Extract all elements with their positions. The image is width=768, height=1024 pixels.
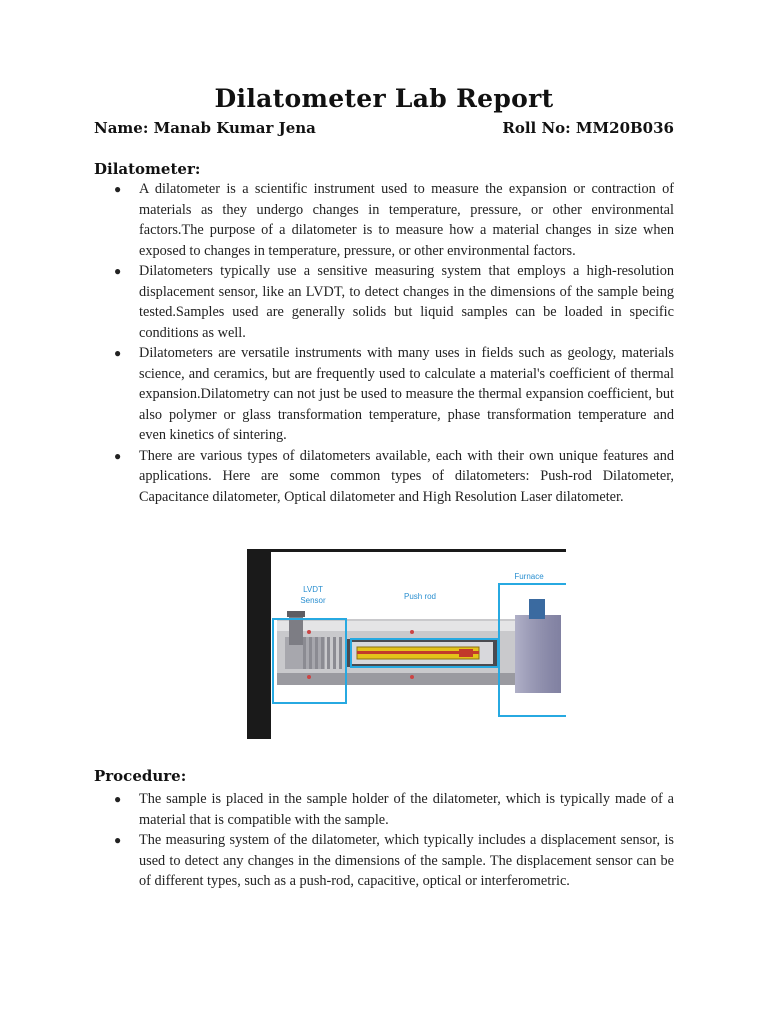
bullet-icon: ●: [114, 346, 122, 360]
bullet-icon: ●: [114, 182, 122, 196]
bullet-icon: ●: [114, 448, 122, 463]
list-item: ● Dilatometers typically use a sensitive measuring system that employs a high-resolution displacement sensor, like an LVDT, to detect changes in the dimensions of the sample being tested.Samples used are generally solids but liquid samples can be loaded in specific conditions as well.: [114, 263, 674, 341]
page-title: Dilatometer Lab Report: [214, 84, 554, 113]
procedure-bullet-list: [94, 789, 674, 892]
list-item: ● A dilatometer is a scientific instrument used to measure the expansion or contraction of materials as they undergo changes in temperature, pressure, or other environmental factors.The purpose of a dilatometer is to measure how a material changes in size when exposed to changes in temperature, pressure, or other environmental factors.: [114, 181, 674, 259]
bullet-icon: ●: [114, 833, 122, 847]
sensor-label: Sensor: [300, 596, 326, 605]
furnace-cap: [529, 599, 545, 619]
list-item: ● The sample is placed in the sample holder of the dilatometer, which is typically made of a material that is compatible with the sample.: [114, 791, 674, 828]
section-heading-procedure: Procedure:: [94, 767, 187, 785]
list-item: ● Dilatometers are versatile instruments with many uses in fields such as geology, materials science, and ceramics, but are frequently used to calculate a material's coefficient of thermal expansion.Dilatometry can not just be used to measure the thermal expansion coefficient, but also polymer or glass transformation temperature, phase transformation temperature and even kinetics of sintering.: [114, 345, 674, 443]
furnace-label: Furnace: [514, 572, 544, 581]
list-item: ● There are various types of dilatometers available, each with their own unique features and applications. Here are some common types of dilatometers: Push-rod Dilatometer, Capacitance dilatometer, Optical dilatometer and High Resolution Laser dilatometer.: [114, 447, 674, 505]
bullet-icon: ●: [114, 792, 122, 806]
dark-edge: [247, 549, 271, 739]
section-heading-dilatometer: Dilatometer:: [94, 160, 201, 178]
bullet-icon: ●: [114, 264, 122, 278]
dilatometer-schematic: [247, 549, 566, 739]
lvdt-label: LVDT: [303, 585, 323, 594]
list-item: ● The measuring system of the dilatometer, which typically includes a displacement sensor, is used to detect any changes in the dimensions of the sample. The displacement sensor can be of different types, such as a push-rod, capacitive, optical or interferometric.: [114, 832, 674, 889]
dilatometer-diagram: [247, 549, 566, 739]
push-rod-label: Push rod: [403, 592, 437, 601]
roll-number: Roll No: MM20B036: [502, 119, 674, 137]
dilatometer-bullet-list: [94, 179, 674, 507]
author-name: Name: Manab Kumar Jena: [94, 119, 316, 137]
author-line: [94, 119, 674, 137]
